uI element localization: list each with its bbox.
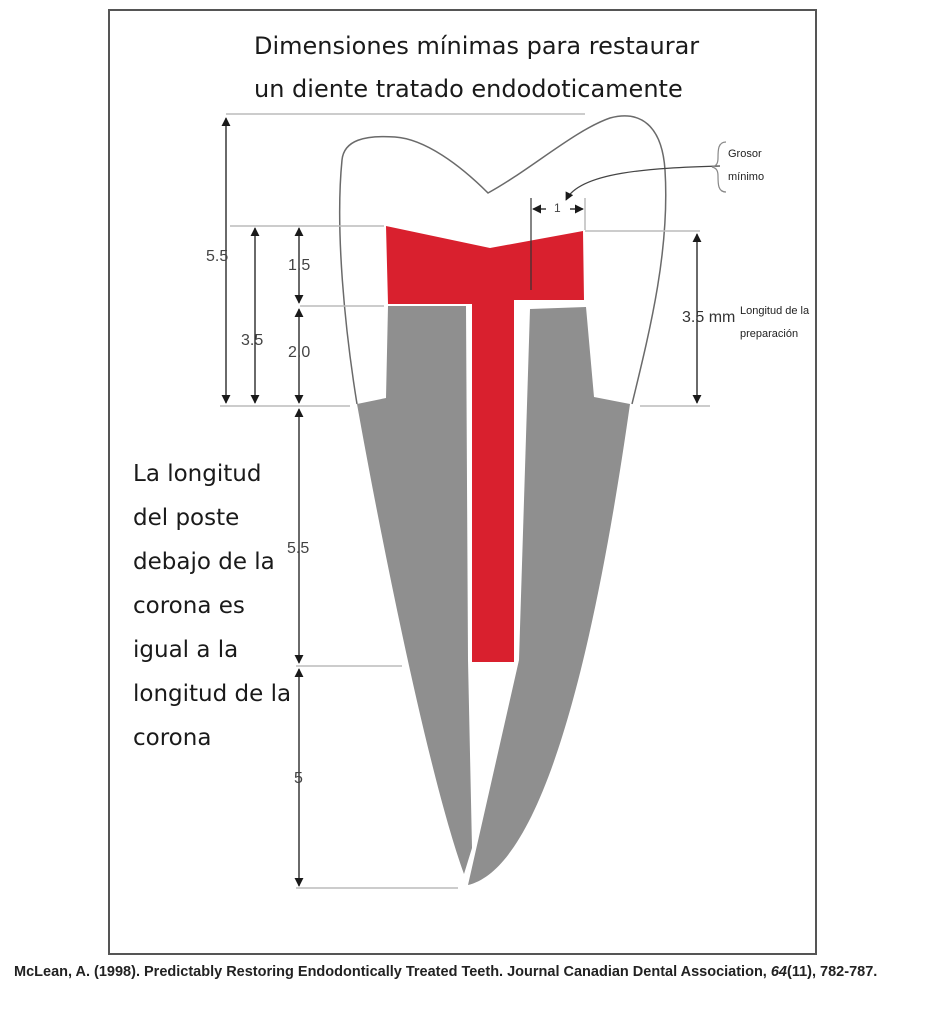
title-line-1: Dimensiones mínimas para restaurar [254, 32, 700, 60]
label-post-length: 5.5 [287, 540, 310, 557]
label-crown-total: 5.5 [206, 248, 229, 265]
note-line-1: La longitud [133, 461, 262, 487]
citation-pages: (11), 782-787. [787, 964, 878, 980]
label-occlusal: 1.5 [288, 257, 311, 274]
diagram-title [254, 25, 699, 111]
longitud-line-1: Longitud de la [740, 305, 810, 317]
grosor-pointer [566, 166, 720, 200]
note-line-3: debajo de la [133, 549, 275, 575]
grosor-line-1: Grosor [728, 148, 762, 160]
longitud-line-2: preparación [740, 328, 799, 340]
label-ferrule: 2.0 [288, 344, 311, 361]
citation-main: McLean, A. (1998). Predictably Restoring Endodontically Treated Teeth. Journal Canadian Dental Association, [14, 964, 771, 980]
grosor-brace-icon [712, 142, 726, 192]
title-line-2: un diente tratado endodoticamente [254, 75, 683, 103]
citation [14, 964, 877, 980]
note-line-4: corona es [133, 593, 245, 619]
note-line-7: corona [133, 725, 212, 751]
root-left [357, 306, 472, 874]
longitud-preparacion-annotation [740, 300, 809, 346]
label-apical-seal: 5 [294, 770, 303, 787]
note-line-2: del poste [133, 505, 240, 531]
post-length-note [133, 452, 303, 760]
note-line-6: longitud de la [133, 681, 292, 707]
label-ferrule-total: 3.5 [241, 332, 264, 349]
grosor-line-2: mínimo [728, 171, 765, 183]
citation-volume: 64 [770, 964, 787, 980]
grosor-minimo-annotation [728, 143, 764, 189]
label-preparation-length: 3.5 mm [682, 309, 736, 326]
note-line-5: igual a la [133, 637, 239, 663]
label-wall-thickness: 1 [554, 201, 561, 215]
